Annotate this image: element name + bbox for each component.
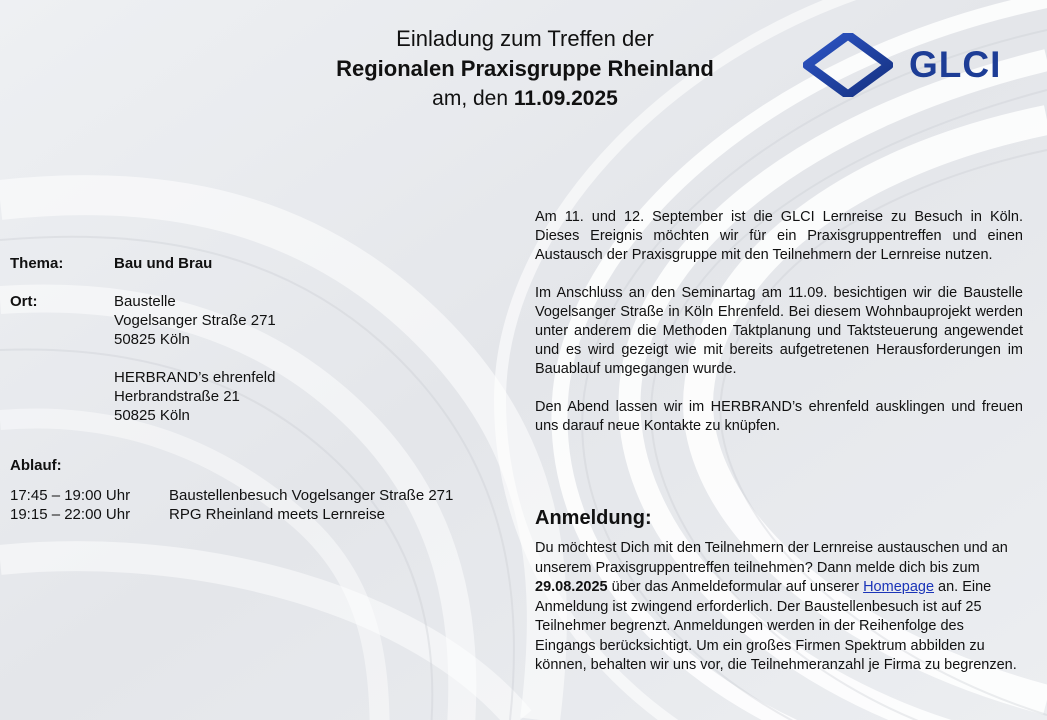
glci-logo — [803, 30, 1023, 100]
event-description — [535, 208, 1023, 455]
description-paragraph: Im Anschluss an den Seminartag am 11.09. besichtigen wir die Baustelle Vogelsanger Straße in Köln Ehrenfeld. Bei diesem Wohnbauprojekt werden unter anderem die Methoden Taktplanung und Taktsteuerung angewendet und es wird gezeigt wie mit bereits aufgetretenen Herausforderungen im Bauablauf umgegangen wurde. — [535, 285, 1023, 377]
anmeldung-intro: Du möchtest Dich mit den Teilnehmern der Lernreise austauschen und an unserem Praxisgruppentreffen teilnehmen? Dann melde dich bis zum — [535, 540, 1008, 576]
ort-value — [114, 292, 530, 425]
title-line-2: Regionalen Praxisgruppe Rheinland — [336, 56, 714, 81]
schedule-desc: Baustellenbesuch Vogelsanger Straße 271 — [169, 487, 454, 504]
homepage-link[interactable]: Homepage — [863, 579, 935, 595]
event-info — [10, 254, 530, 425]
schedule-time: 19:15 – 22:00 Uhr — [10, 506, 131, 523]
anmeldung-mid: über das Anmeldeformular auf unserer — [607, 579, 864, 595]
glci-logo-icon — [803, 33, 893, 97]
address-line: Vogelsanger Straße 271 — [114, 312, 276, 329]
ort-label: Ort: — [10, 293, 38, 310]
event-date: 11.09.2025 — [513, 87, 618, 110]
date-prefix: am, den — [432, 87, 514, 110]
description-paragraph: Den Abend lassen wir im HERBRAND’s ehrenfeld ausklingen und freuen uns darauf neue Kontakte zu knüpfen. — [535, 399, 1023, 434]
title-line-3 — [180, 84, 870, 114]
title-line-1: Einladung zum Treffen der — [396, 26, 654, 51]
invitation-header — [180, 24, 870, 114]
ort-row — [10, 292, 530, 425]
schedule-desc: RPG Rheinland meets Lernreise — [169, 506, 385, 523]
address-line: HERBRAND’s ehrenfeld — [114, 369, 276, 386]
schedule-item — [10, 486, 453, 505]
address-line: 50825 Köln — [114, 331, 190, 348]
logo-text: GLCI — [909, 44, 1002, 85]
schedule-time: 17:45 – 19:00 Uhr — [10, 487, 131, 504]
schedule-list — [10, 486, 453, 524]
anmeldung-heading: Anmeldung: — [535, 507, 652, 529]
address-line: 50825 Köln — [114, 407, 190, 424]
anmeldung-rest: an. Eine Anmeldung ist zwingend erforderlich. Der Baustellenbesuch ist auf 25 Teilnehmer begrenzt. Anmeldungen werden in der Reihenfolge des Eingangs berücksichtigt. Um ein großes Firmen Spektrum abbilden zu können, behalten wir uns vor, die Teilnehmeranzahl je Firma zu begrenzen. — [535, 579, 1017, 673]
registration-deadline: 29.08.2025 — [535, 579, 608, 595]
anmeldung-text — [535, 539, 1023, 676]
address-line: Baustelle — [114, 293, 176, 310]
description-paragraph: Am 11. und 12. September ist die GLCI Lernreise zu Besuch in Köln. Dieses Ereignis möchten wir für ein Praxisgruppentreffen und einen Austausch der Praxisgruppe mit den Teilnehmern der Lernreise nutzen. — [535, 209, 1023, 263]
address-line: Herbrandstraße 21 — [114, 388, 240, 405]
schedule-item — [10, 505, 453, 524]
thema-value: Bau und Brau — [114, 255, 213, 272]
ablauf-heading: Ablauf: — [10, 457, 62, 474]
thema-row — [10, 254, 530, 273]
thema-label: Thema: — [10, 255, 64, 272]
